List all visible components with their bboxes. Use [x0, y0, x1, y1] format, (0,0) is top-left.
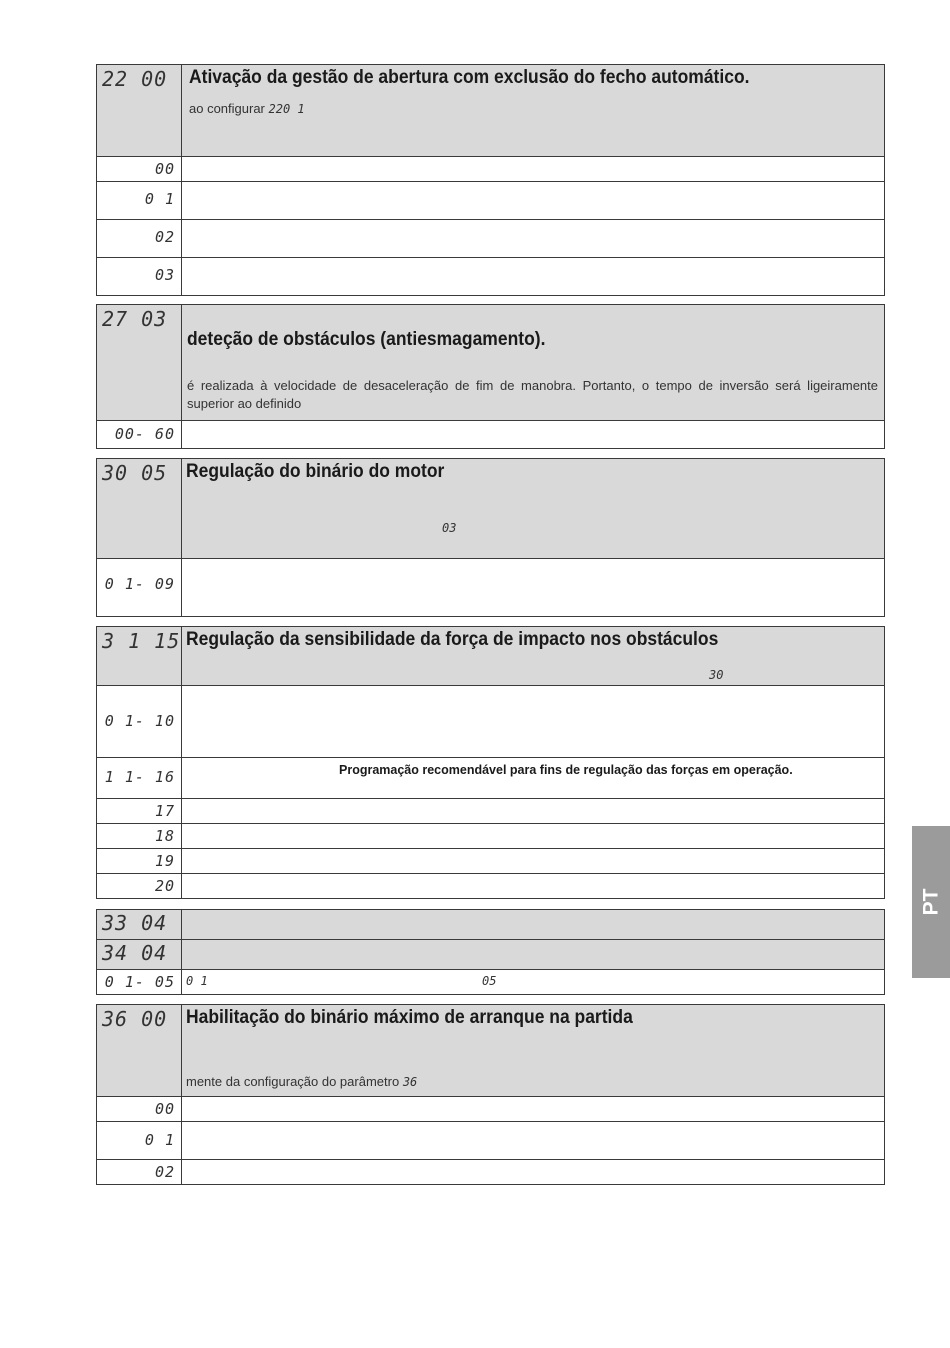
param-31-code: 3 1 15	[102, 629, 181, 653]
table-row	[97, 1160, 182, 1185]
param-36-note-code: 36	[402, 1075, 418, 1089]
param-30-table	[96, 458, 885, 617]
param-36-code: 36 00	[102, 1007, 168, 1031]
table-row	[97, 824, 182, 849]
param-36-code-cell	[97, 1005, 182, 1097]
param-22-title: Ativação da gestão de abertura com exclusão do fecho automático.	[189, 67, 750, 88]
param-36-note-text: mente da configuração do parâmetro	[186, 1074, 403, 1089]
param-22-table	[96, 64, 885, 296]
param-22-code-cell	[97, 65, 182, 157]
value-code: 00- 60	[114, 425, 175, 443]
table-row	[97, 182, 182, 220]
param-31-table	[96, 626, 885, 899]
param-30-code: 30 05	[102, 461, 168, 485]
param-22-desc-cell	[182, 65, 885, 157]
recommended-note: Programação recomendável para fins de regulação das forças em operação.	[339, 763, 793, 777]
param-33-34-table	[96, 909, 885, 995]
table-row	[97, 157, 182, 182]
param-30-desc-cell	[182, 459, 885, 559]
param-34-code-cell	[97, 940, 182, 970]
param-31-default-code: 30	[709, 668, 724, 682]
param-36-note	[186, 1074, 884, 1089]
value-code: 20	[154, 877, 175, 895]
param-34-val-a: 0 1	[186, 974, 208, 988]
param-30-title: Regulação do binário do motor	[186, 461, 445, 482]
param-36-title: Habilitação do binário máximo de arranque na partida	[186, 1007, 633, 1028]
value-code: 0 1	[144, 190, 175, 208]
value-code: 0 1- 10	[104, 712, 175, 730]
table-row	[97, 559, 182, 617]
param-34-code: 34 04	[102, 941, 168, 965]
value-code: 02	[154, 1163, 175, 1181]
table-row	[97, 258, 182, 296]
table-row	[97, 849, 182, 874]
table-row	[97, 1122, 182, 1160]
param-27-desc-cell	[182, 305, 885, 421]
param-27-table	[96, 304, 885, 449]
param-22-note-code: 220 1	[268, 102, 305, 116]
param-27-title: deteção de obstáculos (antiesmagamento).	[187, 329, 546, 350]
value-code: 02	[154, 228, 175, 246]
param-27-code: 27 03	[102, 307, 168, 331]
param-36-desc-cell	[182, 1005, 885, 1097]
table-row	[97, 686, 182, 758]
param-27-note: é realizada à velocidade de desaceleração de fim de manobra. Portanto, o tempo de inversão será ligeiramente superior ao definido	[187, 378, 878, 411]
language-tab-label: PT	[919, 888, 942, 916]
param-22-code: 22 00	[102, 67, 168, 91]
table-row	[97, 874, 182, 899]
value-code: 18	[154, 827, 175, 845]
table-row	[97, 220, 182, 258]
table-row	[97, 421, 182, 449]
param-36-table	[96, 1004, 885, 1185]
param-31-code-cell	[97, 627, 182, 686]
param-34-val-b: 05	[482, 974, 497, 988]
language-tab	[912, 826, 950, 978]
value-code: 0 1- 09	[104, 575, 175, 593]
value-code: 00	[154, 1100, 175, 1118]
param-33-code-cell	[97, 910, 182, 940]
value-code: 0 1- 05	[104, 973, 175, 991]
param-22-note-text: ao configurar	[189, 101, 269, 116]
table-row	[97, 758, 182, 799]
table-row	[97, 1097, 182, 1122]
param-31-desc-cell	[182, 627, 885, 686]
value-code: 0 1	[144, 1131, 175, 1149]
param-27-code-cell	[97, 305, 182, 421]
param-30-code-cell	[97, 459, 182, 559]
param-31-title: Regulação da sensibilidade da força de impacto nos obstáculos	[186, 629, 719, 650]
value-code: 03	[154, 266, 175, 284]
value-code: 00	[154, 160, 175, 178]
table-row	[97, 970, 182, 995]
value-code: 17	[154, 802, 175, 820]
value-code: 1 1- 16	[104, 768, 175, 786]
table-row	[97, 799, 182, 824]
param-33-code: 33 04	[102, 911, 168, 935]
param-22-note	[189, 101, 884, 116]
param-30-default-code: 03	[442, 521, 457, 535]
value-code: 19	[154, 852, 175, 870]
